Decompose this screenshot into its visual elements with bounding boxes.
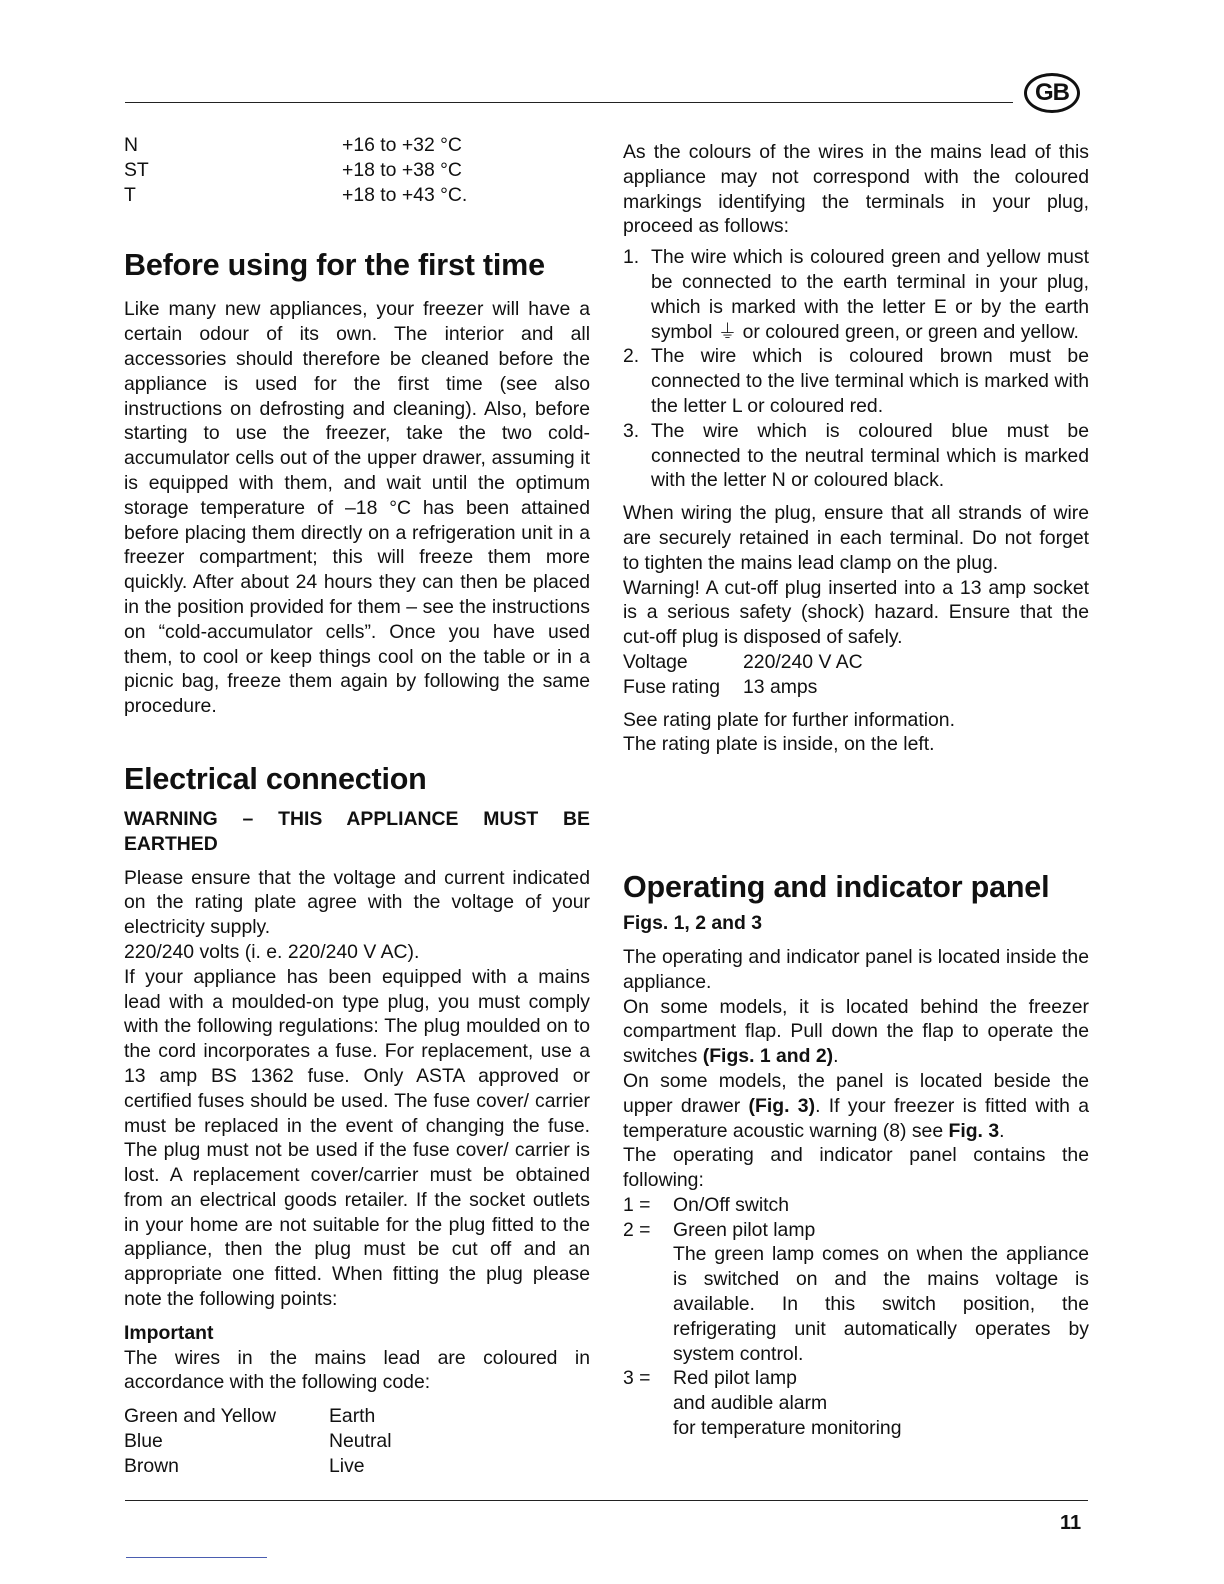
operating-para-drawer <box>623 1069 1089 1143</box>
climate-class: N <box>124 134 139 156</box>
step-number: 1. <box>623 246 640 269</box>
rating-plate-note: See rating plate for further information. <box>623 708 955 731</box>
wire-role: Neutral <box>329 1430 392 1453</box>
wiring-step <box>623 344 1089 418</box>
para-text: . <box>999 1119 1005 1142</box>
panel-item-number: 2 = <box>623 1218 651 1241</box>
rating-plate-location: The rating plate is inside, on the left. <box>623 733 935 756</box>
wire-row <box>124 1429 590 1454</box>
panel-item <box>623 1366 1089 1391</box>
panel-item-description: The green lamp comes on when the appliance is switched on and the mains voltage is available. In this switch position, the refrigerating unit automatically operates by system control. <box>673 1243 1089 1365</box>
operating-para-flap <box>623 995 1089 1069</box>
panel-item-number: 1 = <box>623 1193 651 1216</box>
figs-reference: Figs. 1, 2 and 3 <box>623 912 763 935</box>
climate-range: +18 to +43 °C. <box>342 183 468 206</box>
fig-3-ref: Fig. 3 <box>948 1119 1000 1142</box>
wire-row <box>124 1454 590 1479</box>
panel-item-label: Red pilot lamp <box>673 1367 797 1390</box>
step-text: The wire which is coloured blue must be connected to the neutral terminal which is marked with the letter N or coloured black. <box>651 419 1089 492</box>
wire-colour: Brown <box>124 1454 179 1477</box>
spec-label: Fuse rating <box>623 675 721 698</box>
first-time-heading: Before using for the first time <box>124 248 545 283</box>
important-text: The wires in the mains lead are coloured in accordance with the following code: <box>124 1346 590 1394</box>
wiring-step <box>623 419 1089 493</box>
wire-colour-table <box>124 1404 590 1478</box>
step-text: The wire which is coloured green and yellow must be connected to the earth terminal in your plug, which is marked with the letter E or by the earth symbol ⏚ or coloured green, or green and yellow. <box>651 246 1089 343</box>
climate-row <box>124 158 590 183</box>
para-text: . If your freezer is fitted with a temperature acoustic warning (8) see <box>623 1094 1089 1142</box>
cutoff-plug-warning: Warning! A cut-off plug inserted into a 13 amp socket is a serious safety (shock) hazard. Ensure that the cut-off plug is disposed of safely. <box>623 576 1089 649</box>
left-column <box>124 133 590 1479</box>
climate-class: ST <box>124 158 149 181</box>
para-text: On some models, the panel is located beside the upper drawer <box>623 1069 1089 1117</box>
wire-colour: Blue <box>124 1430 163 1453</box>
wiring-step <box>623 245 1089 344</box>
panel-item-description: and audible alarm <box>673 1392 828 1415</box>
spec-label: Voltage <box>623 650 688 673</box>
panel-item-list <box>623 1193 1089 1441</box>
electrical-para-plug: If your appliance has been equipped with a mains lead with a moulded-on type plug, you must comply with the following regulations: The plug moulded on to the cord incorporates a fuse. For replacement, use a 13 amp BS 1362 fuse. Only ASTA approved or certified fuses should be used. The fuse cover/ carrier must be replaced in the event of changing the fuse. The plug must not be used if the fuse cover/ carrier is lost. A replacement cover/carrier must be obtained from an electrical goods retailer. If the socket outlets in your home are not suitable for the plug fitted to the appliance, then the plug must be cut off and an appropriate one fitted. When fitting the plug please note the following points: <box>124 965 590 1311</box>
electrical-para-voltage: Please ensure that the voltage and current indicated on the rating plate agree with the voltage of your electricity supply. <box>124 866 590 939</box>
electrical-heading: Electrical connection <box>124 761 427 796</box>
step-number: 3. <box>623 419 640 442</box>
para-text: . <box>833 1045 839 1068</box>
wire-role: Earth <box>329 1405 376 1428</box>
wire-colour: Green and Yellow <box>124 1405 277 1428</box>
electrical-specs <box>623 650 1089 700</box>
earthing-warning: WARNING – THIS APPLIANCE MUST BE EARTHED <box>124 807 590 855</box>
panel-item <box>623 1218 1089 1243</box>
spec-row <box>623 675 1089 700</box>
operating-heading: Operating and indicator panel <box>623 870 1050 905</box>
figs-1-2-ref: (Figs. 1 and 2) <box>702 1045 834 1068</box>
fig-3-ref: (Fig. 3) <box>748 1094 816 1117</box>
first-time-body: Like many new appliances, your freezer will have a certain odour of its own. The interior and all accessories should therefore be cleaned before the appliance is used for the first time (see also instructions on defrosting and cleaning). Also, before starting to use the freezer, take the two cold-accumulator cells out of the upper drawer, assuming it is equipped with them, and wait until the optimum storage temperature of –18 °C has been attained before placing them directly on a refrigeration unit in a freezer compartment; this will freeze them more quickly. After about 24 hours they can then be placed in the position provided for them – see the instructions on “cold-accumulator cells”. Once you have used them, to cool or keep things cool on the table or in a picnic bag, freeze them again by following the same procedure. <box>124 298 590 718</box>
spec-row <box>623 650 1089 675</box>
wiring-note: When wiring the plug, ensure that all strands of wire are securely retained in each terminal. Do not forget to tighten the mains lead clamp on the plug. <box>623 502 1089 574</box>
spec-value: 220/240 V AC <box>743 650 863 673</box>
para-text: On some models, it is located behind the freezer compartment flap. Pull down the flap to operate the switches <box>623 995 1089 1068</box>
climate-row <box>124 133 590 158</box>
operating-para-location: The operating and indicator panel is located inside the appliance. <box>623 945 1089 993</box>
right-column <box>623 140 1089 1441</box>
panel-item-number: 3 = <box>623 1367 651 1390</box>
wiring-intro: As the colours of the wires in the mains lead of this appliance may not correspond with the coloured markings identifying the terminals in your plug, proceed as follows: <box>623 141 1089 238</box>
climate-row <box>124 183 590 208</box>
page-number: 11 <box>1060 1512 1082 1534</box>
footer-rule <box>125 1500 1088 1501</box>
climate-class: T <box>124 183 136 206</box>
panel-item <box>623 1193 1089 1218</box>
step-text: The wire which is coloured brown must be connected to the live terminal which is marked with the letter L or coloured red. <box>651 345 1089 417</box>
wire-row <box>124 1404 590 1429</box>
climate-class-table <box>124 133 590 207</box>
panel-item-label: On/Off switch <box>673 1193 790 1216</box>
wiring-steps <box>623 245 1089 493</box>
electrical-para-volts: 220/240 volts (i. e. 220/240 V AC). <box>124 940 420 963</box>
climate-range: +16 to +32 °C <box>342 134 462 156</box>
panel-item-description: for temperature monitoring <box>673 1417 902 1440</box>
panel-item-label: Green pilot lamp <box>673 1218 816 1241</box>
important-label: Important <box>124 1321 214 1344</box>
climate-range: +18 to +38 °C <box>342 158 462 181</box>
spec-value: 13 amps <box>743 675 818 698</box>
wire-role: Live <box>329 1454 365 1477</box>
operating-para-contents: The operating and indicator panel contains the following: <box>623 1144 1089 1192</box>
gb-language-badge: GB <box>1024 73 1080 113</box>
header-rule <box>125 102 1013 103</box>
footnote-rule <box>126 1557 267 1558</box>
step-number: 2. <box>623 345 640 368</box>
